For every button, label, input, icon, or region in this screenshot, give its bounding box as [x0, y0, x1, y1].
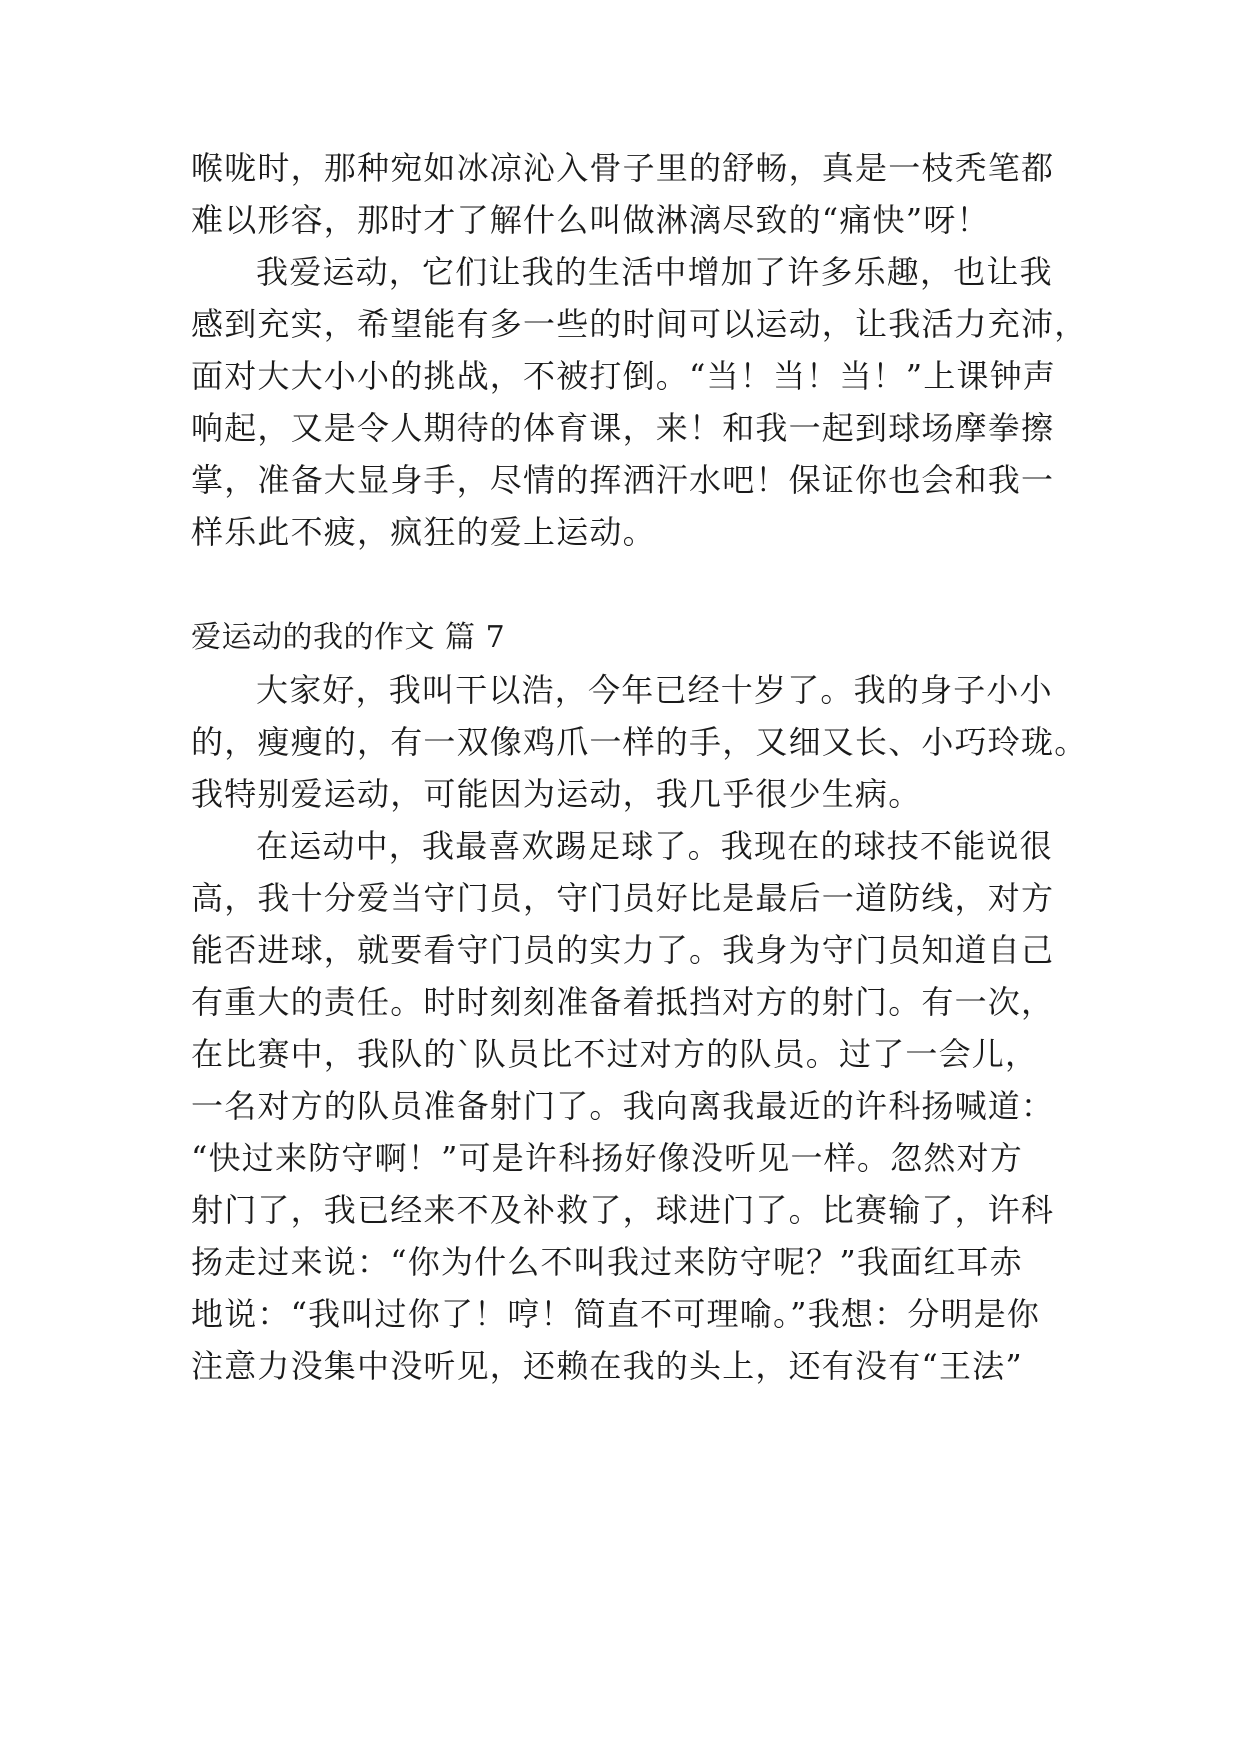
text-line: 高，我十分爱当守门员，守门员好比是最后一道防线，对方: [191, 879, 1055, 917]
text-line: 地说：“我叫过你了！哼！简直不可理喻。”我想：分明是你: [191, 1295, 1041, 1333]
text-line: 在比赛中，我队的`队员比不过对方的队员。过了一会儿，: [191, 1035, 1039, 1073]
text-line: 我爱运动，它们让我的生活中增加了许多乐趣，也让我: [256, 253, 1053, 291]
text-line: 能否进球，就要看守门员的实力了。我身为守门员知道自己: [191, 931, 1055, 969]
text-line: 掌，准备大显身手，尽情的挥洒汗水吧！保证你也会和我一: [191, 461, 1055, 499]
text-line: 面对大大小小的挑战，不被打倒。“当！当！当！”上课钟声: [191, 357, 1057, 395]
text-line: 我特别爱运动，可能因为运动，我几乎很少生病。: [191, 775, 922, 813]
text-line: 响起，又是令人期待的体育课，来！和我一起到球场摩拳擦: [191, 409, 1055, 447]
text-line: 扬走过来说：“你为什么不叫我过来防守呢？”我面红耳赤: [191, 1243, 1023, 1281]
text-line: 一名对方的队员准备射门了。我向离我最近的许科扬喊道：: [191, 1087, 1055, 1125]
text-line: 难以形容，那时才了解什么叫做淋漓尽致的“痛快”呀！: [191, 201, 990, 239]
text-line: 注意力没集中没听见，还赖在我的头上，还有没有“王法”: [191, 1347, 1023, 1385]
text-line: 喉咙时，那种宛如冰凉沁入骨子里的舒畅，真是一枝秃笔都: [191, 149, 1055, 187]
text-line: 射门了，我已经来不及补救了，球进门了。比赛输了，许科: [191, 1191, 1055, 1229]
text-line: “快过来防守啊！”可是许科扬好像没听见一样。忽然对方: [191, 1139, 1023, 1177]
text-line: 大家好，我叫干以浩，今年已经十岁了。我的身子小小: [256, 671, 1053, 709]
text-line: 样乐此不疲，疯狂的爱上运动。: [191, 513, 656, 551]
essay-heading: 爱运动的我的作文 篇 7: [191, 620, 506, 655]
text-line: 感到充实，希望能有多一些的时间可以运动，让我活力充沛，: [191, 305, 1088, 343]
text-line: 在运动中，我最喜欢踢足球了。我现在的球技不能说很: [256, 827, 1053, 865]
text-line: 有重大的责任。时时刻刻准备着抵挡对方的射门。有一次，: [191, 983, 1055, 1021]
text-line: 的，瘦瘦的，有一双像鸡爪一样的手，又细又长、小巧玲珑。: [191, 723, 1088, 761]
